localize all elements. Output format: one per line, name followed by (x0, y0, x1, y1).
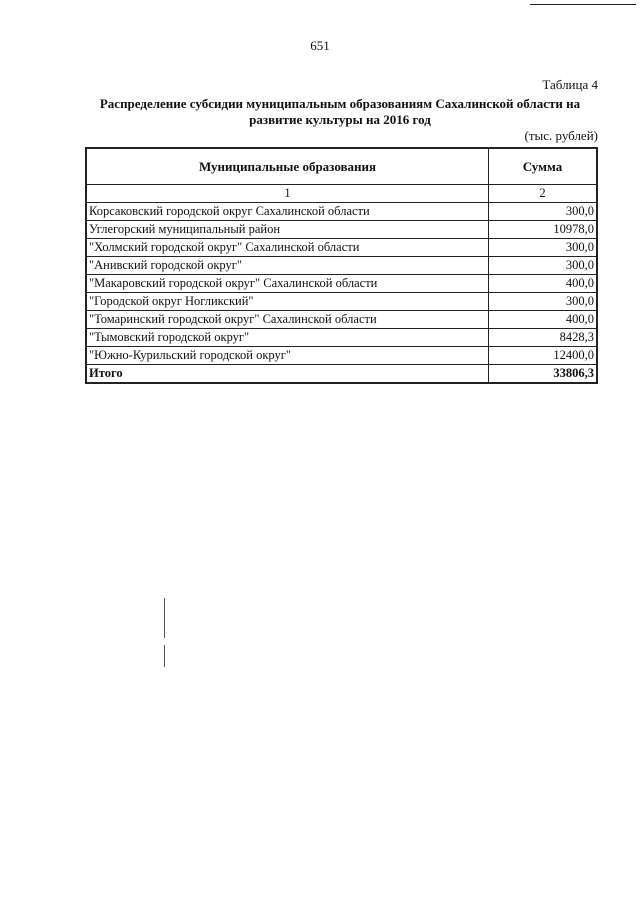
column-number-1: 1 (86, 185, 489, 203)
table-row (86, 203, 597, 221)
page-number: 651 (310, 38, 330, 53)
subsidy-amount: 300,0 (489, 257, 598, 275)
title-line-1: Распределение субсидии муниципальным образованиям Сахалинской области на (99, 96, 581, 111)
total-amount: 33806,3 (489, 365, 598, 384)
column-number-row (86, 185, 597, 203)
column-number-2: 2 (489, 185, 598, 203)
municipality-name: "Холмский городской округ" Сахалинской области (86, 239, 489, 257)
header-sum: Сумма (489, 148, 598, 185)
table-row (86, 239, 597, 257)
table-header-row (86, 148, 597, 185)
subsidy-amount: 10978,0 (489, 221, 598, 239)
subsidy-table (85, 147, 598, 384)
subsidy-amount: 300,0 (489, 293, 598, 311)
table-row (86, 221, 597, 239)
table-row (86, 311, 597, 329)
municipality-name: "Южно-Курильский городской округ" (86, 347, 489, 365)
table-row (86, 293, 597, 311)
units-label: (тыс. рублей) (524, 128, 598, 143)
municipality-name: Корсаковский городской округ Сахалинской области (86, 203, 489, 221)
subsidy-amount: 8428,3 (489, 329, 598, 347)
municipality-name: "Макаровский городской округ" Сахалинской области (86, 275, 489, 293)
subsidy-amount: 400,0 (489, 311, 598, 329)
total-label: Итого (86, 365, 489, 384)
title-line-2: развитие культуры на 2016 год (249, 112, 431, 127)
subsidy-amount: 400,0 (489, 275, 598, 293)
document-title (90, 96, 590, 128)
table-row (86, 275, 597, 293)
margin-mark (164, 645, 165, 667)
margin-mark (164, 598, 165, 638)
municipality-name: "Анивский городской округ" (86, 257, 489, 275)
subsidy-amount: 300,0 (489, 203, 598, 221)
table-row (86, 329, 597, 347)
municipality-name: "Городской округ Ногликский" (86, 293, 489, 311)
subsidy-amount: 300,0 (489, 239, 598, 257)
municipality-name: "Томаринский городской округ" Сахалинской области (86, 311, 489, 329)
table-row (86, 257, 597, 275)
subsidy-amount: 12400,0 (489, 347, 598, 365)
total-row (86, 365, 597, 384)
municipality-name: "Тымовский городской округ" (86, 329, 489, 347)
table-label: Таблица 4 (542, 77, 598, 92)
table-row (86, 347, 597, 365)
top-rule (530, 4, 636, 5)
header-municipality: Муниципальные образования (86, 148, 489, 185)
municipality-name: Углегорский муниципальный район (86, 221, 489, 239)
